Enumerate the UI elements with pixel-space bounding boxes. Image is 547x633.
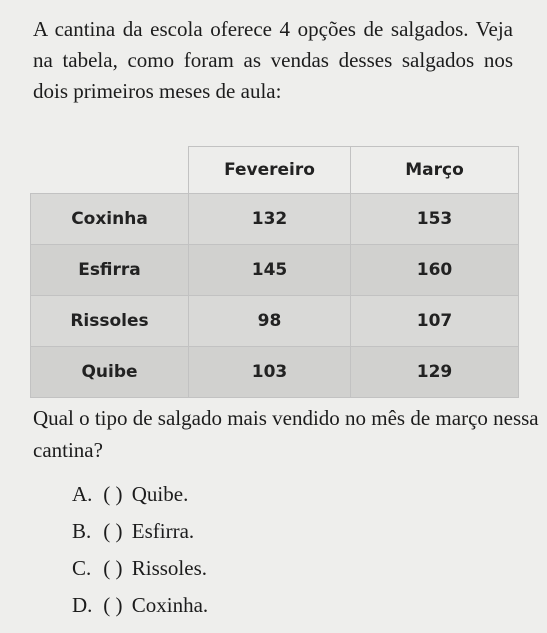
cell-esfirra-marco: 160 bbox=[351, 245, 519, 296]
table-row bbox=[31, 347, 519, 398]
cell-quibe-fevereiro: 103 bbox=[189, 347, 351, 398]
option-d[interactable] bbox=[72, 589, 208, 626]
sales-table bbox=[30, 146, 519, 398]
option-text: Rissoles. bbox=[131, 556, 208, 580]
option-b[interactable] bbox=[72, 515, 208, 552]
cell-coxinha-fevereiro: 132 bbox=[189, 194, 351, 245]
cell-rissoles-marco: 107 bbox=[351, 296, 519, 347]
option-letter: B. bbox=[72, 519, 92, 543]
header-fevereiro: Fevereiro bbox=[189, 147, 351, 194]
row-label-esfirra: Esfirra bbox=[31, 245, 189, 296]
cell-esfirra-fevereiro: 145 bbox=[189, 245, 351, 296]
table-row bbox=[31, 245, 519, 296]
header-marco: Março bbox=[351, 147, 519, 194]
option-letter: A. bbox=[72, 482, 93, 506]
cell-coxinha-marco: 153 bbox=[351, 194, 519, 245]
answer-options bbox=[72, 478, 208, 626]
option-checkbox[interactable]: ( ) bbox=[103, 519, 123, 543]
option-checkbox[interactable]: ( ) bbox=[103, 556, 123, 580]
row-label-coxinha: Coxinha bbox=[31, 194, 189, 245]
option-a[interactable] bbox=[72, 478, 208, 515]
option-checkbox[interactable]: ( ) bbox=[103, 482, 123, 506]
cell-quibe-marco: 129 bbox=[351, 347, 519, 398]
option-letter: D. bbox=[72, 593, 93, 617]
option-text: Coxinha. bbox=[131, 593, 209, 617]
option-c[interactable] bbox=[72, 552, 208, 589]
row-label-rissoles: Rissoles bbox=[31, 296, 189, 347]
table-row bbox=[31, 296, 519, 347]
question-text: Qual o tipo de salgado mais vendido no mês de março nessa cantina? bbox=[33, 406, 539, 462]
option-text: Quibe. bbox=[131, 482, 189, 506]
table-corner-cell bbox=[31, 147, 189, 194]
intro-paragraph: A cantina da escola oferece 4 opções de salgados. Veja na tabela, como foram as vendas desses salgados nos dois primeiros meses de aula: bbox=[33, 17, 513, 103]
option-text: Esfirra. bbox=[131, 519, 195, 543]
table-row bbox=[31, 194, 519, 245]
cell-rissoles-fevereiro: 98 bbox=[189, 296, 351, 347]
table-header-row bbox=[31, 147, 519, 194]
option-checkbox[interactable]: ( ) bbox=[103, 593, 123, 617]
row-label-quibe: Quibe bbox=[31, 347, 189, 398]
option-letter: C. bbox=[72, 556, 92, 580]
